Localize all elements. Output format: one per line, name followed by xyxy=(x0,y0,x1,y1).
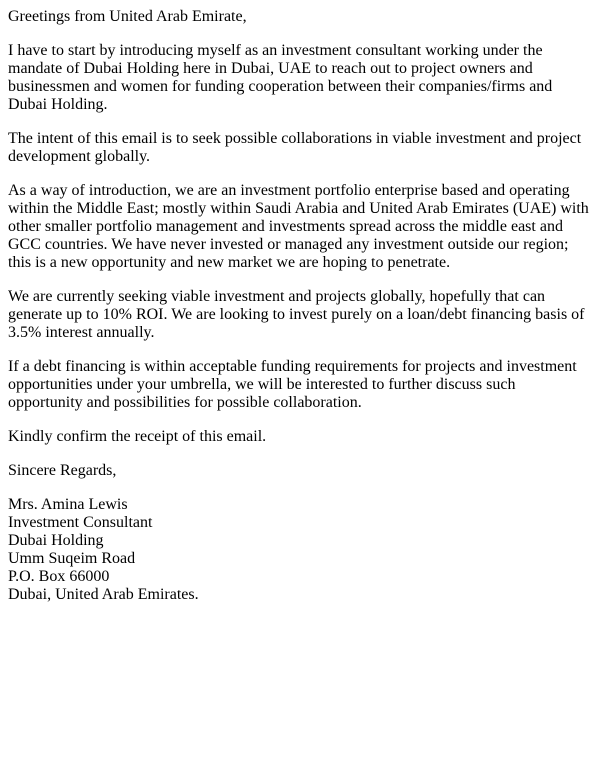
signature-city-country: Dubai, United Arab Emirates. xyxy=(8,586,199,603)
paragraph-investment-terms: We are currently seeking viable investment and projects globally, hopefully that can generate up to 10% ROI. We are looking to invest purely on a loan/debt financing basis of 3.5% interest annually. xyxy=(8,288,585,341)
signature-company: Dubai Holding xyxy=(8,532,104,549)
paragraph-proposal: If a debt financing is within acceptable funding requirements for projects and investment opportunities under your umbrella, we will be interested to further discuss such opportunity and possibilities for possible collaboration. xyxy=(8,358,577,411)
signature-street: Umm Suqeim Road xyxy=(8,550,136,567)
paragraph-closing: Sincere Regards, xyxy=(8,462,117,479)
signature-pobox: P.O. Box 66000 xyxy=(8,568,110,585)
paragraph-greeting: Greetings from United Arab Emirate, xyxy=(8,8,247,25)
paragraph-introduction: I have to start by introducing myself as an investment consultant working under the mandate of Dubai Holding here in Dubai, UAE to reach out to project owners and businessmen and women for funding cooperation between their companies/firms and Dubai Holding. xyxy=(8,42,553,113)
paragraph-company-background: As a way of introduction, we are an investment portfolio enterprise based and operating within the Middle East; mostly within Saudi Arabia and United Arab Emirates (UAE) with other smaller portfolio management and investments spread across the middle east and GCC countries. We have never invested or managed any investment outside our region; this is a new opportunity and new market we are hoping to penetrate. xyxy=(8,182,589,271)
paragraph-intent: The intent of this email is to seek possible collaborations in viable investment and project development globally. xyxy=(8,130,582,165)
paragraph-confirm-receipt: Kindly confirm the receipt of this email. xyxy=(8,428,267,445)
email-body xyxy=(8,8,592,604)
signature-title: Investment Consultant xyxy=(8,514,153,531)
signature-block xyxy=(8,496,592,604)
signature-name: Mrs. Amina Lewis xyxy=(8,496,128,513)
